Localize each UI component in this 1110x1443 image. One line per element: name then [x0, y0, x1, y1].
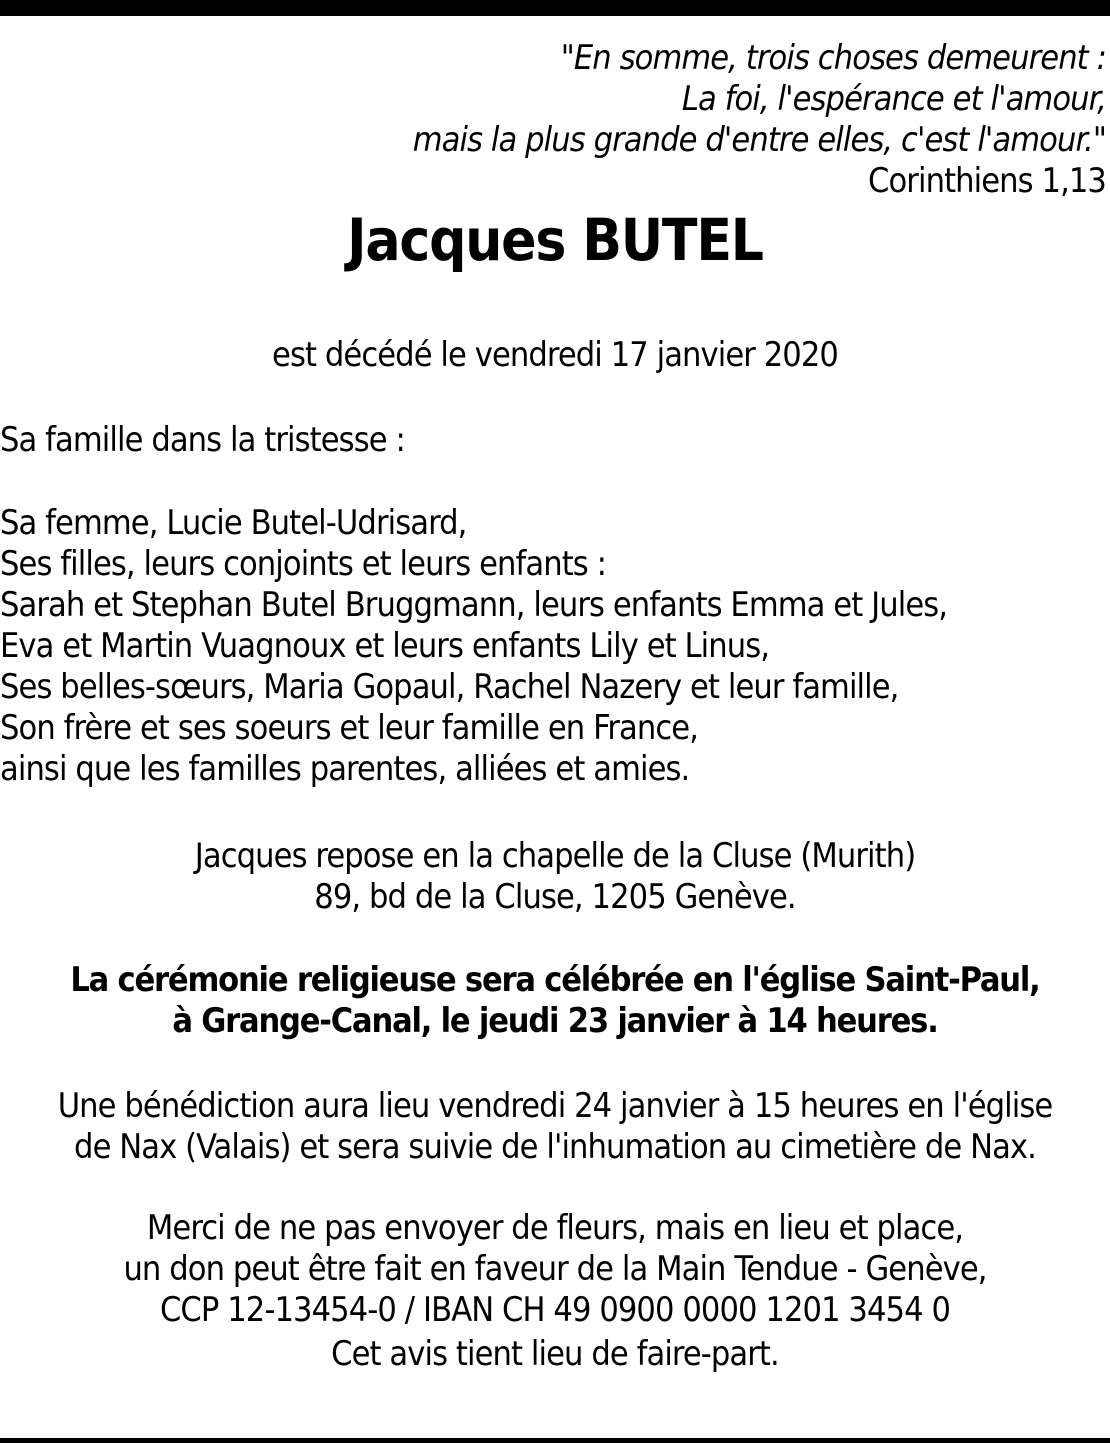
quote-line: mais la plus grande d'entre elles, c'est l'amour." [412, 120, 1106, 160]
family-member-line: Sarah et Stephan Butel Bruggmann, leurs enfants Emma et Jules, [0, 585, 948, 625]
family-intro: Sa famille dans la tristesse : [0, 420, 405, 460]
family-member-line: Eva et Martin Vuagnoux et leurs enfants Lily et Linus, [0, 626, 770, 666]
blessing-line: Une bénédiction aura lieu vendredi 24 janvier à 15 heures en l'église [57, 1086, 1053, 1126]
family-member-line: Ses filles, leurs conjoints et leurs enfants : [0, 544, 607, 584]
family-member-line: ainsi que les familles parentes, alliées et amies. [0, 749, 690, 789]
family-member-line: Ses belles-sœurs, Maria Gopaul, Rachel Nazery et leur famille, [0, 667, 899, 707]
rest-place-line: Jacques repose en la chapelle de la Cluse (Murith) [194, 836, 916, 876]
ceremony-announcement [0, 960, 1110, 1042]
blessing-announcement [0, 1086, 1110, 1168]
family-member-line: Sa femme, Lucie Butel-Udrisard, [0, 503, 467, 543]
bottom-border-rule [0, 1438, 1110, 1443]
notice-statement: Cet avis tient lieu de faire-part. [331, 1334, 779, 1374]
bible-quote [206, 38, 1106, 161]
rest-place [0, 836, 1110, 918]
ceremony-line: à Grange-Canal, le jeudi 23 janvier à 14 heures. [172, 1001, 938, 1041]
quote-line: La foi, l'espérance et l'amour, [681, 79, 1106, 119]
family-members-list [0, 503, 947, 790]
donation-request [0, 1208, 1110, 1331]
ceremony-line: La cérémonie religieuse sera célébrée en l'église Saint-Paul, [70, 960, 1040, 1000]
blessing-line: de Nax (Valais) et sera suivie de l'inhumation au cimetière de Nax. [74, 1127, 1036, 1167]
rest-place-line: 89, bd de la Cluse, 1205 Genève. [314, 877, 796, 917]
death-statement: est décédé le vendredi 17 janvier 2020 [272, 335, 838, 375]
donation-line: un don peut être fait en faveur de la Main Tendue - Genève, [123, 1249, 987, 1289]
donation-line: Merci de ne pas envoyer de fleurs, mais en lieu et place, [146, 1208, 964, 1248]
donation-line: CCP 12-13454-0 / IBAN CH 49 0900 0000 1201 3454 0 [159, 1290, 951, 1330]
quote-line: "En somme, trois choses demeurent : [560, 38, 1106, 78]
family-member-line: Son frère et ses soeurs et leur famille en France, [0, 708, 698, 748]
deceased-name: Jacques BUTEL [347, 206, 763, 274]
quote-source: Corinthiens 1,13 [868, 161, 1106, 201]
